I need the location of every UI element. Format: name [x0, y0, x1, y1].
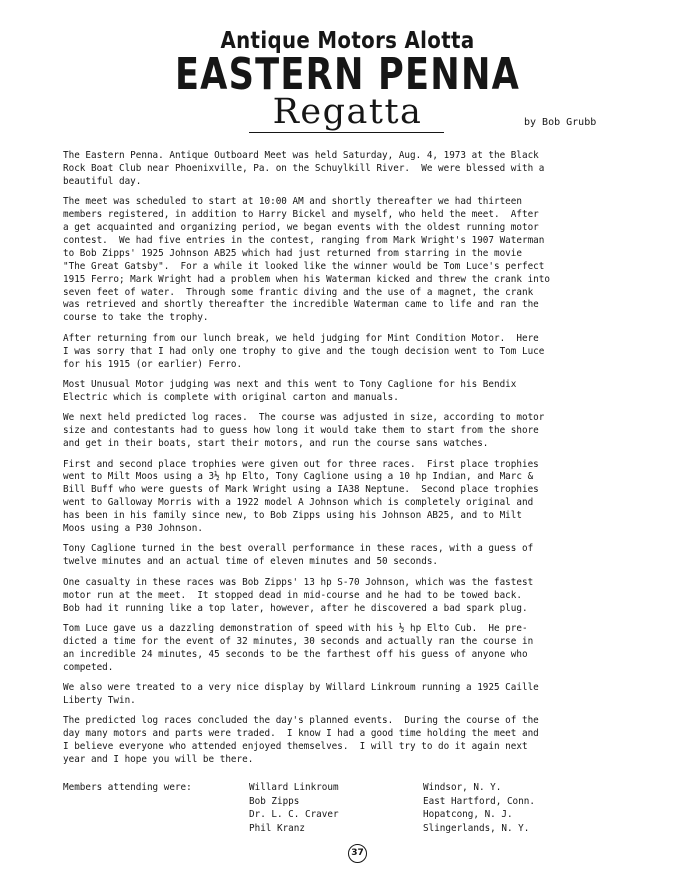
paragraph-line: competed. [63, 661, 114, 673]
paragraph-line: for his 1915 (or earlier) Ferro. [63, 358, 243, 370]
paragraph-line: went to Milt Moos using a 3½ hp Elto, Tony Caglione using a 10 hp Indian, and Marc & [63, 471, 534, 483]
paragraph-line: motor run at the meet. It stopped dead in mid-course and he had to be towed back. [63, 589, 522, 601]
paragraph-line: After returning from our lunch break, we held judging for Mint Condition Motor. Here [63, 332, 539, 344]
paragraph-line: Most Unusual Motor judging was next and this went to Tony Caglione for his Bendix [63, 379, 517, 390]
paragraph-line: seven feet of water. Through some frantic diving and the use of a magnet, the crank [63, 286, 534, 298]
member-hometown: East Hartford, Conn. [423, 795, 535, 807]
member-hometown: Windsor, N. Y. [423, 782, 502, 793]
article-paragraph [63, 379, 633, 405]
paragraph-line: One casualty in these races was Bob Zipps' 13 hp S-70 Johnson, which was the fastest [63, 576, 534, 588]
paragraph-line: has been in his family since new, to Bob Zipps using his Johnson AB25, and to Milt [63, 510, 522, 522]
member-hometown: Hopatcong, N. J. [423, 809, 513, 820]
member-name: Phil Kranz [249, 822, 305, 834]
paragraph-line: members registered, in addition to Harry Bickel and myself, who held the meet. After [63, 209, 539, 221]
member-places [423, 781, 535, 835]
member-name: Dr. L. C. Craver [249, 809, 339, 820]
paragraph-line: a get acquainted and organizing period, we began events with the oldest running motor [63, 222, 539, 234]
member-name: Bob Zipps [249, 795, 300, 807]
paragraph-line: size and contestants had to guess how long it would take them to start from the shore [63, 425, 539, 437]
article-paragraph [63, 543, 633, 569]
paragraph-line: and get in their boats, start their motors, and run the course sans watches. [63, 438, 489, 450]
article-paragraph [63, 412, 633, 451]
paragraph-line: Rock Boat Club near Phoenixville, Pa. on the Schuylkill River. We were blessed with a [63, 162, 545, 174]
article-paragraph [63, 623, 633, 675]
member-hometown: Slingerlands, N. Y. [423, 822, 530, 834]
members-label: Members attending were: [63, 782, 192, 793]
paragraph-line: Tom Luce gave us a dazzling demonstration of speed with his ½ hp Elto Cub. He pre- [63, 623, 528, 634]
article-paragraph [63, 577, 633, 616]
paragraph-line: Electric which is complete with original carton and manuals. [63, 391, 399, 403]
paragraph-line: We also were treated to a very nice display by Willard Linkroum running a 1925 Caille [63, 682, 539, 694]
paragraph-line: contest. We had five entries in the contest, ranging from Mark Wright's 1907 Waterman [63, 234, 545, 246]
paragraph-line: I was sorry that I had only one trophy to give and the tough decision went to Tom Luce [63, 345, 545, 357]
paragraph-line: course to take the trophy. [63, 312, 209, 324]
paragraph-line: went to Galloway Morris with a 1922 model A Johnson which is completely original and [63, 497, 534, 509]
paragraph-line: I believe everyone who attended enjoyed themselves. I will try to do it again next [63, 741, 528, 753]
paragraph-line: Bill Buff who were guests of Mark Wright using a IA38 Neptune. Second place trophies [63, 484, 539, 496]
member-name: Willard Linkroum [249, 782, 339, 793]
paragraph-line: The meet was scheduled to start at 10:00 AM and shortly thereafter we had thirteen [63, 196, 522, 208]
paragraph-line: beautiful day. [63, 175, 142, 187]
article-paragraph [63, 459, 633, 536]
paragraph-line: an incredible 24 minutes, 45 seconds to be the farthest off his guess of anyone who [63, 648, 528, 660]
article-paragraph [63, 196, 633, 325]
paragraph-line: day many motors and parts were traded. I know I had a good time holding the meet and [63, 728, 539, 740]
headline-sub: Regatta [272, 92, 423, 132]
paragraph-line: We next held predicted log races. The course was adjusted in size, according to motor [63, 412, 545, 424]
member-names [249, 781, 339, 835]
byline: by Bob Grubb [524, 117, 597, 128]
article-paragraph [63, 333, 633, 372]
paragraph-line: twelve minutes and an actual time of eleven minutes and 50 seconds. [63, 556, 439, 568]
headline-kicker: Antique Motors Alotta [220, 28, 475, 54]
paragraph-line: was retrieved and shortly thereafter the incredible Waterman came to life and ran the [63, 299, 539, 311]
paragraph-line: dicted a time for the event of 32 minutes, 30 seconds and actually ran the course in [63, 635, 534, 647]
paragraph-line: Liberty Twin. [63, 695, 136, 707]
page-number: 37 [348, 844, 367, 863]
paragraph-line: "The Great Gatsby". For a while it looked like the winner would be Tom Luce's perfect [63, 260, 545, 272]
paragraph-line: 1915 Ferro; Mark Wright had a problem when his Waterman kicked and threw the crank into [63, 273, 550, 285]
paragraph-line: The Eastern Penna. Antique Outboard Meet was held Saturday, Aug. 4, 1973 at the Black [63, 150, 539, 161]
article-paragraph [63, 682, 633, 708]
paragraph-line: First and second place trophies were given out for three races. First place trophies [63, 458, 539, 470]
paragraph-line: Tony Caglione turned in the best overall performance in these races, with a guess of [63, 543, 534, 555]
article-paragraph [63, 715, 633, 767]
paragraph-line: Moos using a P30 Johnson. [63, 523, 203, 535]
paragraph-line: Bob had it running like a top later, however, after he discovered a bad spark plug. [63, 602, 528, 614]
article-body [63, 150, 633, 775]
headline-underline [249, 132, 444, 133]
article-paragraph [63, 150, 633, 189]
paragraph-line: The predicted log races concluded the day's planned events. During the course of the [63, 715, 539, 727]
paragraph-line: to Bob Zipps' 1925 Johnson AB25 which had just returned from starring in the movie [63, 247, 522, 259]
headline-main: EASTERN PENNA [174, 49, 521, 100]
paragraph-line: year and I hope you will be there. [63, 754, 254, 766]
